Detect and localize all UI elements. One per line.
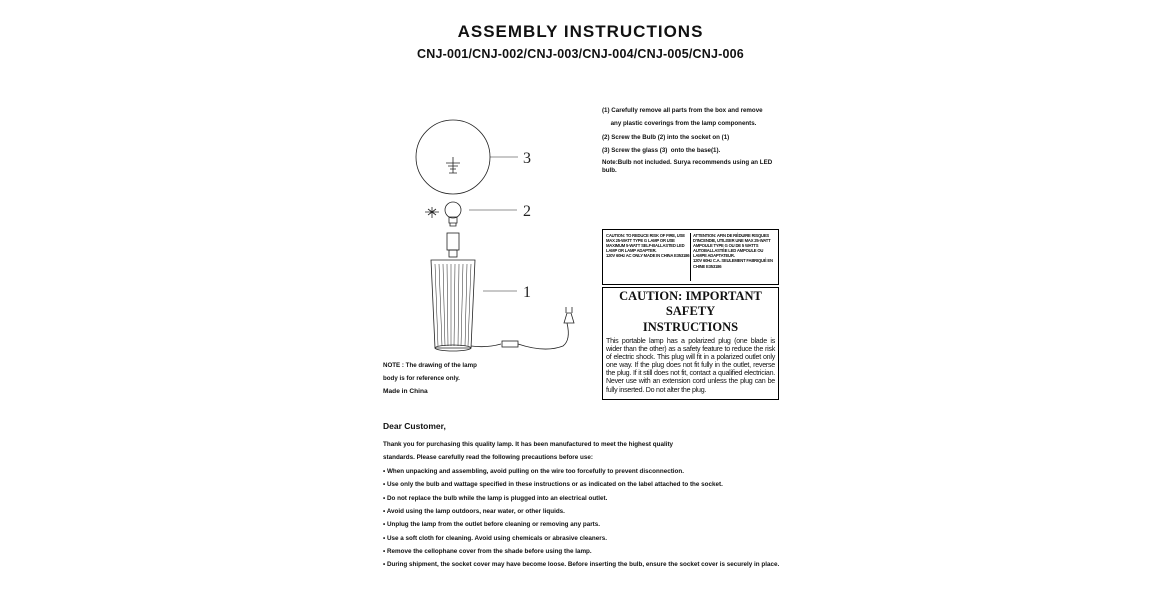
- precaution-item: • When unpacking and assembling, avoid pulling on the wire too forcefully to prevent disconnection.: [383, 467, 684, 475]
- drawing-note: [383, 359, 493, 386]
- precaution-item: • During shipment, the socket cover may have become loose. Before inserting the bulb, ensure the socket cover is securely in place.: [383, 560, 780, 568]
- step-item: any plastic coverings from the lamp components.: [602, 120, 757, 128]
- callout-3: 3: [523, 150, 531, 167]
- precaution-item: • Avoid using the lamp outdoors, near water, or other liquids.: [383, 508, 565, 516]
- precaution-item: • Remove the cellophane cover from the shade before using the lamp.: [383, 548, 592, 556]
- greeting: Dear Customer,: [383, 421, 446, 431]
- note-line: body is for reference only.: [383, 375, 460, 383]
- caution-wattage-label: [602, 229, 779, 285]
- callout-2: 2: [523, 203, 531, 220]
- safety-instructions-box: [602, 287, 779, 400]
- customer-precautions: [383, 438, 783, 569]
- bulb-part: [445, 202, 461, 218]
- body-line: standards. Please carefully read the following precautions before use:: [383, 454, 593, 462]
- step-item: (2) Screw the Bulb (2) into the socket on (1): [602, 133, 730, 141]
- step-item: (3) Screw the glass (3) onto the base(1).: [602, 146, 721, 154]
- precaution-item: • Use only the bulb and wattage specified in these instructions or as indicated on the label attached to the socket.: [383, 481, 723, 489]
- note-line: NOTE : The drawing of the lamp: [383, 362, 477, 369]
- body-line: Thank you for purchasing this quality lamp. It has been manufactured to meet the highest quality: [383, 441, 674, 448]
- caution-en-small: 120V 60Hz AC ONLY MADE IN CHINA E353186: [606, 253, 690, 259]
- safety-heading-2: INSTRUCTIONS: [642, 320, 739, 334]
- precaution-item: • Unplug the lamp from the outlet before cleaning or removing any parts.: [383, 521, 601, 529]
- made-in-label: Made in China: [383, 388, 428, 395]
- caution-fr-small: 120V 60Hz C.A. SEULEMENT FABRIQUÉ EN CHINE E353186: [693, 258, 773, 269]
- lamp-diagram: [405, 108, 585, 358]
- caution-en-text: CAUTION: TO REDUCE RISK OF FIRE, USE MAX 25-WATT TYPE G LAMP OR USE MAXIMUM 5-WATT SELF-BALLASTED LED LAMP OR LAMP ADAPTER.: [606, 233, 685, 254]
- assembly-steps: [602, 104, 787, 175]
- safety-heading: CAUTION: IMPORTANT SAFETY: [619, 289, 762, 318]
- precaution-item: • Use a soft cloth for cleaning. Avoid using chemicals or abrasive cleaners.: [383, 534, 607, 542]
- model-numbers: CNJ-001/CNJ-002/CNJ-003/CNJ-004/CNJ-005/CNJ-006: [417, 47, 744, 61]
- step-item: (1) Carefully remove all parts from the box and remove: [602, 107, 763, 114]
- caution-fr-text: ATTENTION: AFIN DE RÉDUIRE RISQUES D'INCENDIE, UTILISER UNE MAX 25-WATT AMPOULE TYPE G OU DE 5 WATTS AUTOBALLASTÉE LED AMPOULE OU LAMPE ADAPTATEUR.: [693, 233, 771, 259]
- bulb-note: Note:Bulb not included. Surya recommends using an LED bulb.: [602, 159, 773, 175]
- precaution-item: • Do not replace the bulb while the lamp is plugged into an electrical outlet.: [383, 494, 608, 502]
- safety-text: This portable lamp has a polarized plug (one blade is wider than the other) as a safety feature to reduce the risk of electric shock. This plug will fit in a polarized outlet only one way. If the plug does not fit fully in the outlet, reverse the plug. If it still does not fit, contact a qualified electrician. Never use with an extension cord unless the plug can be fully inserted. Do not alter the plug.: [606, 337, 775, 394]
- caution-label-en: [606, 233, 690, 258]
- callout-1: 1: [523, 284, 531, 301]
- page-title: ASSEMBLY INSTRUCTIONS: [457, 22, 704, 41]
- caution-label-fr: [693, 233, 777, 269]
